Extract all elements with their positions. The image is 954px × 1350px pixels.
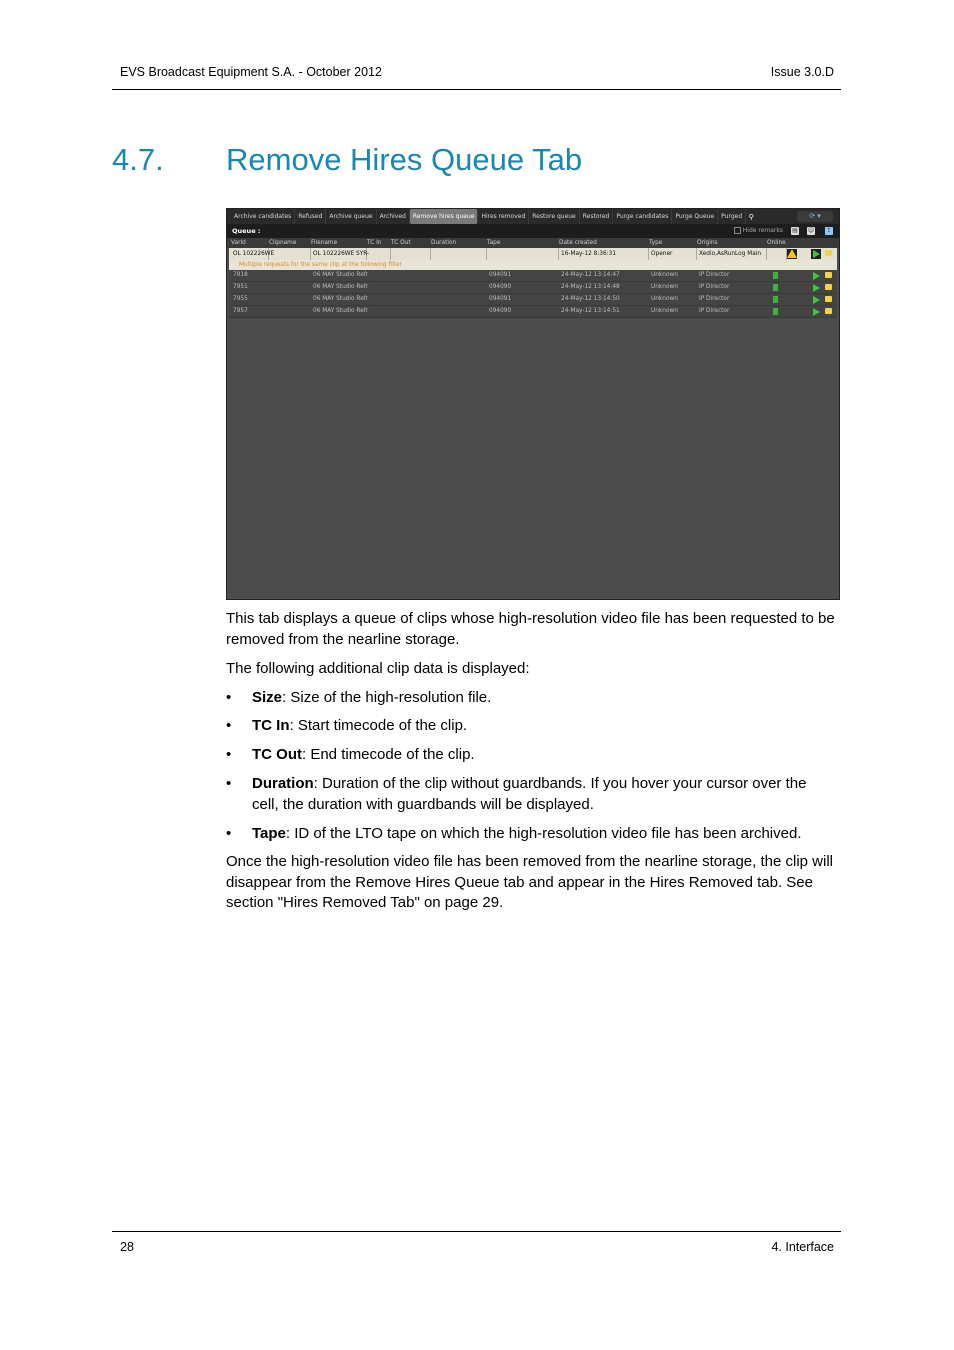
- cell-tcin: [367, 248, 391, 260]
- play-icon[interactable]: [813, 308, 820, 316]
- cell-tape: 094091: [489, 296, 512, 302]
- page-header-left: EVS Broadcast Equipment S.A. - October 2012: [120, 65, 382, 79]
- table-row[interactable]: [229, 282, 837, 294]
- page-footer-number: 28: [120, 1240, 134, 1254]
- tab-refused[interactable]: Refused: [295, 209, 326, 224]
- column-header-date-created[interactable]: Date created: [559, 240, 597, 246]
- online-icon: [773, 272, 778, 279]
- column-header-row: [227, 238, 839, 248]
- cell-origins: IP Director: [699, 284, 730, 290]
- selected-table-row[interactable]: [229, 248, 837, 260]
- cell-filename: 06 MAY Studio Refr: [313, 308, 369, 314]
- column-header-clipname[interactable]: Clipname: [269, 240, 297, 246]
- cell-date: 24-May-12 13:14:48: [561, 284, 620, 290]
- remove-hires-queue-screenshot: [226, 208, 840, 600]
- tab-archive-queue[interactable]: Archive queue: [326, 209, 376, 224]
- cell-varid: 7951: [233, 284, 248, 290]
- tab-hires-removed[interactable]: Hires removed: [478, 209, 529, 224]
- note-icon[interactable]: [825, 308, 832, 314]
- bullet-item: [252, 745, 836, 766]
- tab-archived[interactable]: Archived: [377, 209, 410, 224]
- column-header-type[interactable]: Type: [649, 240, 663, 246]
- cell-tape: 094090: [489, 284, 512, 290]
- bullet-marker: •: [226, 689, 232, 706]
- bullet-term: TC In: [252, 717, 290, 734]
- cell-origins: IP Director: [699, 308, 730, 314]
- cell-varid: OL 102226WE: [231, 248, 269, 260]
- bullet-marker: •: [226, 746, 232, 763]
- table-row[interactable]: [229, 306, 837, 318]
- note-icon[interactable]: [825, 250, 832, 256]
- cell-type: Opener: [649, 248, 697, 260]
- column-header-tc-out[interactable]: TC Out: [391, 240, 411, 246]
- bullet-description: : End timecode of the clip.: [302, 746, 475, 763]
- cell-tcout: [391, 248, 431, 260]
- queue-toolbar: [227, 224, 839, 238]
- cell-tape: 094090: [489, 308, 512, 314]
- bullet-description: : Size of the high-resolution file.: [282, 689, 492, 706]
- play-icon[interactable]: [813, 296, 820, 304]
- bullet-term: Duration: [252, 775, 314, 792]
- column-header-varid[interactable]: VarId: [231, 240, 246, 246]
- cell-origins: IP Director: [699, 272, 730, 278]
- cell-date: 24-May-12 13:14:51: [561, 308, 620, 314]
- table-row[interactable]: [229, 270, 837, 282]
- bullet-term: Size: [252, 689, 283, 706]
- online-icon: [773, 284, 778, 291]
- online-icon: [773, 296, 778, 303]
- cell-online: [767, 248, 787, 260]
- play-icon[interactable]: [813, 272, 820, 280]
- cell-tape: [487, 248, 559, 260]
- bullet-marker: •: [226, 775, 232, 792]
- cell-origins: IP Director: [699, 296, 730, 302]
- bullet-term: Tape: [252, 825, 286, 842]
- footer-rule: [112, 1231, 841, 1232]
- bullet-description: : Start timecode of the clip.: [289, 717, 468, 734]
- cell-type: Unknown: [651, 284, 678, 290]
- cell-origins: Xedio,AsRunLog Main: [697, 248, 767, 260]
- bullet-item: [252, 774, 836, 815]
- play-icon[interactable]: [813, 284, 820, 292]
- hide-remarks-checkbox[interactable]: Hide remarks: [734, 224, 783, 238]
- column-header-duration[interactable]: Duration: [431, 240, 457, 246]
- online-icon: [773, 308, 778, 315]
- cell-type: Unknown: [651, 296, 678, 302]
- column-header-tc-in[interactable]: TC In: [367, 240, 382, 246]
- tab-restored[interactable]: Restored: [580, 209, 614, 224]
- user-icon[interactable]: ☺: [807, 227, 815, 234]
- warning-icon: [787, 249, 797, 258]
- cell-date: 24-May-12 13:14:50: [561, 296, 620, 302]
- note-icon[interactable]: [825, 272, 832, 278]
- tab-archive-candidates[interactable]: Archive candidates: [231, 209, 295, 224]
- tab-purge-queue[interactable]: Purge Queue: [672, 209, 718, 224]
- refresh-control[interactable]: ⟳ ▾: [797, 211, 833, 222]
- cell-varid: 7955: [233, 296, 248, 302]
- cell-varid: 7818: [233, 272, 248, 278]
- tab-restore-queue[interactable]: Restore queue: [529, 209, 579, 224]
- cell-type: Unknown: [651, 272, 678, 278]
- outro-paragraph: Once the high-resolution video file has been removed from the nearline storage, the clip will disappear from the Remove Hires Queue tab and appear in the Hires Removed tab. See section "Hires Removed Tab" on page 29.: [226, 853, 834, 911]
- note-icon[interactable]: [825, 284, 832, 290]
- tab-remove-hires-queue[interactable]: Remove hires queue: [410, 209, 479, 224]
- document-icon[interactable]: ▤: [792, 227, 798, 234]
- cell-varid: 7957: [233, 308, 248, 314]
- queue-label: Queue :: [232, 227, 261, 235]
- cell-filename: 06 MAY Studio Refr: [313, 272, 369, 278]
- page-header-right: Issue 3.0.D: [770, 65, 834, 79]
- bullet-marker: •: [226, 717, 232, 734]
- cell-date: 16-May-12 8:36:31: [559, 248, 649, 260]
- page-footer-section: 4. Interface: [771, 1240, 834, 1254]
- cell-duration: [431, 248, 487, 260]
- bullet-item: [252, 688, 836, 709]
- remark-text: Multiple requests for the same clip at the following filter: [239, 262, 402, 268]
- bullet-term: TC Out: [252, 746, 302, 763]
- intro-paragraph: This tab displays a queue of clips whose high-resolution video file has been requested to be removed from the nearline storage.: [226, 610, 835, 648]
- search-icon[interactable]: ⚲: [748, 212, 754, 221]
- cell-filename: 06 MAY Studio Refr: [313, 284, 369, 290]
- cell-tape: 094091: [489, 272, 512, 278]
- section-title: Remove Hires Queue Tab: [226, 142, 583, 177]
- section-number: 4.7.: [112, 142, 164, 177]
- bullet-item: [252, 716, 836, 737]
- bullet-description: : Duration of the clip without guardbands. If you hover your cursor over the cell, the duration with guardbands will be displayed.: [252, 775, 807, 813]
- header-rule: [112, 89, 841, 90]
- cell-filename: OL 102226WE SYR-: [311, 248, 367, 260]
- tab-bar: [227, 209, 839, 224]
- table-row[interactable]: [229, 294, 837, 306]
- column-header-origins[interactable]: Origins: [697, 240, 718, 246]
- remark-row: [229, 260, 837, 270]
- export-icon[interactable]: ⇪: [826, 227, 832, 234]
- note-icon[interactable]: [825, 296, 832, 302]
- cell-type: Unknown: [651, 308, 678, 314]
- column-header-filename[interactable]: Filename: [311, 240, 338, 246]
- cell-clipname: [269, 248, 311, 260]
- bullet-description: : ID of the LTO tape on which the high-resolution video file has been archived.: [285, 825, 802, 842]
- play-icon[interactable]: [813, 250, 820, 258]
- column-header-tape[interactable]: Tape: [487, 240, 501, 246]
- cell-filename: 06 MAY Studio Refr: [313, 296, 369, 302]
- tab-purged[interactable]: Purged: [718, 209, 746, 224]
- tab-purge-candidates[interactable]: Purge candidates: [613, 209, 672, 224]
- cell-date: 24-May-12 13:14:47: [561, 272, 620, 278]
- lead-paragraph: The following additional clip data is displayed:: [226, 660, 530, 677]
- column-header-online[interactable]: Online: [767, 240, 786, 246]
- bullet-item: [252, 824, 836, 845]
- bullet-marker: •: [226, 825, 232, 842]
